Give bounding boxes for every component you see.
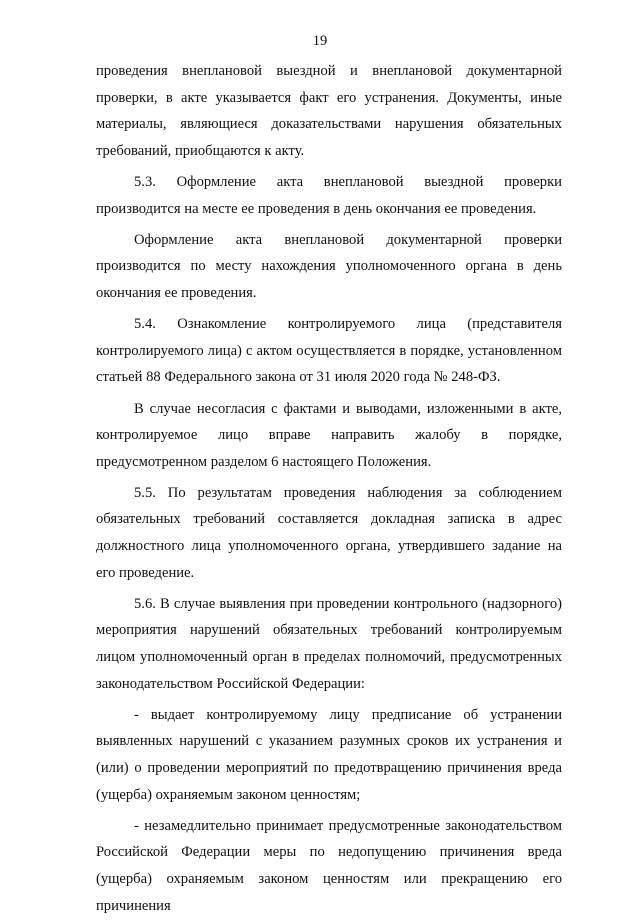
paragraph-5-5: 5.5. По результатам проведения наблюдения за соблюдением обязательных требований составляется докладная записка в адрес должностного лица уполномоченного органа, утвердившего задание на его проведение. — [96, 484, 562, 581]
document-body — [96, 58, 562, 924]
page-number: 19 — [312, 33, 328, 49]
list-item-measures: - незамедлительно принимает предусмотренные законодательством Российской Федерации меры по недопущению причинения вреда (ущерба) охраняемым законом ценностям или прекращению его причинения — [96, 817, 562, 914]
paragraph-5-3: 5.3. Оформление акта внеплановой выездной проверки производится на месте ее проведения в день окончания ее проведения. — [96, 173, 562, 217]
paragraph-5-4: 5.4. Ознакомление контролируемого лица (представителя контролируемого лица) с актом осуществляется в порядке, установленном статьей 88 Федерального закона от 31 июля 2020 года № 248-ФЗ. — [96, 316, 562, 386]
paragraph-documentary-check: Оформление акта внеплановой документарной проверки производится по месту нахождения уполномоченного органа в день окончания ее проведения. — [96, 231, 562, 301]
paragraph-disagreement: В случае несогласия с фактами и выводами, изложенными в акте, контролируемое лицо вправе направить жалобу в порядке, предусмотренном разделом 6 настоящего Положения. — [96, 400, 562, 470]
paragraph-continuation: проведения внеплановой выездной и внеплановой документарной проверки, в акте указывается факт его устранения. Документы, иные материалы, являющиеся доказательствами нарушения обязательных требований, приобщаются к акту. — [96, 63, 562, 159]
paragraph-5-6: 5.6. В случае выявления при проведении контрольного (надзорного) мероприятия нарушений обязательных требований контролируемым лицом уполномоченный орган в пределах полномочий, предусмотренных законодательством Российской Федерации: — [96, 595, 562, 692]
list-item-order: - выдает контролируемому лицу предписание об устранении выявленных нарушений с указанием разумных сроков их устранения и (или) о проведении мероприятий по предотвращению причинения вреда (ущерба) охраняемым законом ценностям; — [96, 706, 562, 803]
